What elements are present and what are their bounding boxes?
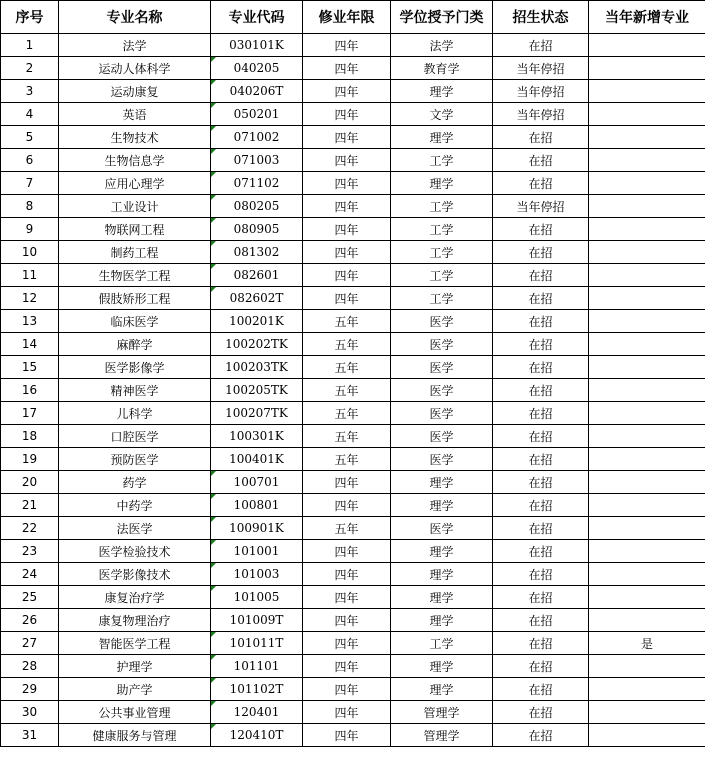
- cell-code: 071003: [211, 149, 303, 172]
- cell-name: 生物信息学: [59, 149, 211, 172]
- cell-name: 医学影像学: [59, 356, 211, 379]
- cell-years: 四年: [303, 218, 391, 241]
- cell-status: 在招: [493, 126, 589, 149]
- cell-name: 医学影像技术: [59, 563, 211, 586]
- cell-years: 四年: [303, 540, 391, 563]
- cell-code: 101011T: [211, 632, 303, 655]
- table-row: [1, 402, 705, 425]
- cell-name: 生物技术: [59, 126, 211, 149]
- cell-name: 智能医学工程: [59, 632, 211, 655]
- cell-degree: 理学: [391, 494, 493, 517]
- cell-degree: 工学: [391, 218, 493, 241]
- cell-years: 五年: [303, 448, 391, 471]
- cell-code: 100207TK: [211, 402, 303, 425]
- table-row: [1, 701, 705, 724]
- cell-status: 在招: [493, 563, 589, 586]
- cell-name: 法学: [59, 34, 211, 57]
- table-row: [1, 241, 705, 264]
- cell-code: 081302: [211, 241, 303, 264]
- cell-index: 4: [1, 103, 59, 126]
- cell-degree: 理学: [391, 126, 493, 149]
- table-row: [1, 57, 705, 80]
- header-code: 专业代码: [211, 1, 303, 34]
- cell-degree: 工学: [391, 241, 493, 264]
- cell-code: 030101K: [211, 34, 303, 57]
- cell-index: 9: [1, 218, 59, 241]
- header-new: 当年新增专业: [589, 1, 705, 34]
- cell-index: 15: [1, 356, 59, 379]
- cell-years: 四年: [303, 471, 391, 494]
- cell-degree: 医学: [391, 517, 493, 540]
- cell-status: 在招: [493, 172, 589, 195]
- cell-index: 10: [1, 241, 59, 264]
- cell-degree: 医学: [391, 425, 493, 448]
- cell-degree: 工学: [391, 149, 493, 172]
- cell-status: 当年停招: [493, 80, 589, 103]
- table-row: [1, 218, 705, 241]
- cell-name: 中药学: [59, 494, 211, 517]
- cell-index: 2: [1, 57, 59, 80]
- table-row: [1, 586, 705, 609]
- cell-index: 28: [1, 655, 59, 678]
- cell-code: 100701: [211, 471, 303, 494]
- cell-years: 四年: [303, 264, 391, 287]
- cell-new: [589, 448, 705, 471]
- cell-code: 071102: [211, 172, 303, 195]
- cell-new: [589, 126, 705, 149]
- cell-status: 当年停招: [493, 57, 589, 80]
- cell-index: 21: [1, 494, 59, 517]
- cell-degree: 理学: [391, 586, 493, 609]
- cell-name: 工业设计: [59, 195, 211, 218]
- cell-years: 五年: [303, 402, 391, 425]
- cell-years: 四年: [303, 609, 391, 632]
- cell-new: [589, 333, 705, 356]
- cell-years: 四年: [303, 494, 391, 517]
- header-index: 序号: [1, 1, 59, 34]
- cell-degree: 理学: [391, 540, 493, 563]
- cell-new: [589, 402, 705, 425]
- table-row: [1, 264, 705, 287]
- cell-new: [589, 356, 705, 379]
- cell-status: 在招: [493, 356, 589, 379]
- cell-degree: 理学: [391, 655, 493, 678]
- cell-name: 康复治疗学: [59, 586, 211, 609]
- cell-index: 29: [1, 678, 59, 701]
- cell-code: 120401: [211, 701, 303, 724]
- cell-status: 在招: [493, 494, 589, 517]
- cell-new: [589, 425, 705, 448]
- cell-index: 1: [1, 34, 59, 57]
- cell-code: 101101: [211, 655, 303, 678]
- table-row: [1, 724, 705, 747]
- cell-status: 在招: [493, 701, 589, 724]
- cell-name: 精神医学: [59, 379, 211, 402]
- cell-new: [589, 34, 705, 57]
- header-years: 修业年限: [303, 1, 391, 34]
- cell-years: 四年: [303, 126, 391, 149]
- cell-code: 082602T: [211, 287, 303, 310]
- table-row: [1, 563, 705, 586]
- cell-degree: 理学: [391, 80, 493, 103]
- table-row: [1, 379, 705, 402]
- cell-code: 040205: [211, 57, 303, 80]
- table-row: [1, 80, 705, 103]
- cell-new: [589, 310, 705, 333]
- cell-new: [589, 724, 705, 747]
- cell-status: 在招: [493, 264, 589, 287]
- table-row: [1, 103, 705, 126]
- cell-degree: 医学: [391, 333, 493, 356]
- table-row: [1, 195, 705, 218]
- table-row: [1, 632, 705, 655]
- cell-name: 应用心理学: [59, 172, 211, 195]
- cell-degree: 教育学: [391, 57, 493, 80]
- cell-degree: 管理学: [391, 724, 493, 747]
- cell-new: [589, 57, 705, 80]
- cell-status: 当年停招: [493, 103, 589, 126]
- cell-index: 19: [1, 448, 59, 471]
- cell-index: 5: [1, 126, 59, 149]
- table-row: [1, 172, 705, 195]
- cell-code: 101102T: [211, 678, 303, 701]
- cell-new: [589, 678, 705, 701]
- cell-degree: 医学: [391, 379, 493, 402]
- cell-index: 12: [1, 287, 59, 310]
- cell-years: 四年: [303, 724, 391, 747]
- cell-degree: 工学: [391, 195, 493, 218]
- cell-years: 四年: [303, 57, 391, 80]
- cell-degree: 理学: [391, 563, 493, 586]
- cell-name: 康复物理治疗: [59, 609, 211, 632]
- cell-degree: 理学: [391, 678, 493, 701]
- cell-name: 临床医学: [59, 310, 211, 333]
- cell-years: 五年: [303, 333, 391, 356]
- cell-years: 五年: [303, 425, 391, 448]
- cell-years: 四年: [303, 586, 391, 609]
- cell-name: 麻醉学: [59, 333, 211, 356]
- table-row: [1, 471, 705, 494]
- cell-code: 100201K: [211, 310, 303, 333]
- cell-status: 在招: [493, 678, 589, 701]
- cell-new: [589, 172, 705, 195]
- cell-index: 8: [1, 195, 59, 218]
- cell-new: [589, 149, 705, 172]
- cell-name: 公共事业管理: [59, 701, 211, 724]
- cell-status: 在招: [493, 448, 589, 471]
- cell-years: 四年: [303, 241, 391, 264]
- cell-index: 6: [1, 149, 59, 172]
- cell-years: 五年: [303, 356, 391, 379]
- cell-name: 助产学: [59, 678, 211, 701]
- cell-code: 050201: [211, 103, 303, 126]
- table-row: [1, 34, 705, 57]
- cell-years: 五年: [303, 379, 391, 402]
- cell-degree: 文学: [391, 103, 493, 126]
- cell-new: [589, 701, 705, 724]
- cell-new: [589, 517, 705, 540]
- cell-code: 101003: [211, 563, 303, 586]
- table-row: [1, 678, 705, 701]
- cell-degree: 医学: [391, 310, 493, 333]
- cell-name: 儿科学: [59, 402, 211, 425]
- header-degree: 学位授予门类: [391, 1, 493, 34]
- cell-status: 在招: [493, 517, 589, 540]
- cell-degree: 医学: [391, 356, 493, 379]
- cell-name: 预防医学: [59, 448, 211, 471]
- cell-years: 四年: [303, 149, 391, 172]
- cell-name: 制药工程: [59, 241, 211, 264]
- cell-index: 14: [1, 333, 59, 356]
- cell-new: [589, 540, 705, 563]
- cell-index: 26: [1, 609, 59, 632]
- cell-index: 25: [1, 586, 59, 609]
- cell-index: 23: [1, 540, 59, 563]
- cell-new: [589, 287, 705, 310]
- cell-name: 口腔医学: [59, 425, 211, 448]
- cell-name: 健康服务与管理: [59, 724, 211, 747]
- cell-name: 运动康复: [59, 80, 211, 103]
- cell-index: 24: [1, 563, 59, 586]
- table-row: [1, 540, 705, 563]
- cell-name: 物联网工程: [59, 218, 211, 241]
- cell-new: [589, 264, 705, 287]
- table-row: [1, 609, 705, 632]
- cell-degree: 法学: [391, 34, 493, 57]
- cell-degree: 工学: [391, 632, 493, 655]
- cell-status: 当年停招: [493, 195, 589, 218]
- cell-index: 31: [1, 724, 59, 747]
- cell-new: [589, 471, 705, 494]
- cell-index: 3: [1, 80, 59, 103]
- cell-degree: 理学: [391, 172, 493, 195]
- table-row: [1, 655, 705, 678]
- cell-years: 四年: [303, 701, 391, 724]
- cell-code: 100202TK: [211, 333, 303, 356]
- header-row: [1, 1, 705, 34]
- cell-name: 法医学: [59, 517, 211, 540]
- cell-status: 在招: [493, 425, 589, 448]
- cell-years: 四年: [303, 632, 391, 655]
- cell-degree: 工学: [391, 264, 493, 287]
- cell-code: 100203TK: [211, 356, 303, 379]
- cell-status: 在招: [493, 632, 589, 655]
- cell-status: 在招: [493, 540, 589, 563]
- cell-years: 四年: [303, 103, 391, 126]
- cell-index: 11: [1, 264, 59, 287]
- cell-degree: 工学: [391, 287, 493, 310]
- cell-name: 护理学: [59, 655, 211, 678]
- cell-years: 四年: [303, 287, 391, 310]
- cell-code: 080905: [211, 218, 303, 241]
- cell-code: 101001: [211, 540, 303, 563]
- cell-status: 在招: [493, 724, 589, 747]
- cell-status: 在招: [493, 333, 589, 356]
- cell-code: 101005: [211, 586, 303, 609]
- cell-degree: 管理学: [391, 701, 493, 724]
- cell-index: 17: [1, 402, 59, 425]
- cell-index: 18: [1, 425, 59, 448]
- cell-new: [589, 195, 705, 218]
- cell-years: 四年: [303, 655, 391, 678]
- cell-code: 040206T: [211, 80, 303, 103]
- cell-status: 在招: [493, 586, 589, 609]
- cell-degree: 医学: [391, 448, 493, 471]
- cell-new: [589, 494, 705, 517]
- table-row: [1, 310, 705, 333]
- cell-new: [589, 241, 705, 264]
- cell-status: 在招: [493, 34, 589, 57]
- cell-degree: 理学: [391, 609, 493, 632]
- cell-code: 100801: [211, 494, 303, 517]
- cell-code: 080205: [211, 195, 303, 218]
- cell-index: 20: [1, 471, 59, 494]
- cell-degree: 医学: [391, 402, 493, 425]
- cell-years: 四年: [303, 34, 391, 57]
- cell-index: 22: [1, 517, 59, 540]
- cell-code: 100301K: [211, 425, 303, 448]
- cell-code: 100205TK: [211, 379, 303, 402]
- cell-new: 是: [589, 632, 705, 655]
- cell-status: 在招: [493, 218, 589, 241]
- cell-status: 在招: [493, 471, 589, 494]
- cell-code: 101009T: [211, 609, 303, 632]
- cell-status: 在招: [493, 379, 589, 402]
- cell-code: 100901K: [211, 517, 303, 540]
- cell-index: 27: [1, 632, 59, 655]
- cell-name: 运动人体科学: [59, 57, 211, 80]
- cell-new: [589, 379, 705, 402]
- cell-new: [589, 655, 705, 678]
- table-row: [1, 448, 705, 471]
- cell-years: 五年: [303, 310, 391, 333]
- cell-index: 7: [1, 172, 59, 195]
- cell-name: 医学检验技术: [59, 540, 211, 563]
- cell-status: 在招: [493, 287, 589, 310]
- cell-years: 四年: [303, 678, 391, 701]
- cell-new: [589, 218, 705, 241]
- table-row: [1, 333, 705, 356]
- cell-new: [589, 80, 705, 103]
- cell-name: 生物医学工程: [59, 264, 211, 287]
- table-row: [1, 149, 705, 172]
- cell-years: 四年: [303, 172, 391, 195]
- cell-new: [589, 586, 705, 609]
- table-row: [1, 517, 705, 540]
- cell-code: 071002: [211, 126, 303, 149]
- table-row: [1, 494, 705, 517]
- cell-status: 在招: [493, 655, 589, 678]
- cell-name: 药学: [59, 471, 211, 494]
- cell-name: 假肢矫形工程: [59, 287, 211, 310]
- cell-status: 在招: [493, 310, 589, 333]
- cell-index: 13: [1, 310, 59, 333]
- cell-new: [589, 563, 705, 586]
- cell-years: 四年: [303, 195, 391, 218]
- table-row: [1, 356, 705, 379]
- cell-years: 五年: [303, 517, 391, 540]
- header-status: 招生状态: [493, 1, 589, 34]
- cell-name: 英语: [59, 103, 211, 126]
- cell-degree: 理学: [391, 471, 493, 494]
- cell-years: 四年: [303, 80, 391, 103]
- cell-status: 在招: [493, 609, 589, 632]
- header-name: 专业名称: [59, 1, 211, 34]
- cell-code: 082601: [211, 264, 303, 287]
- table-row: [1, 287, 705, 310]
- cell-code: 100401K: [211, 448, 303, 471]
- table-row: [1, 425, 705, 448]
- cell-new: [589, 609, 705, 632]
- cell-status: 在招: [493, 241, 589, 264]
- cell-status: 在招: [493, 149, 589, 172]
- cell-status: 在招: [493, 402, 589, 425]
- cell-index: 30: [1, 701, 59, 724]
- cell-new: [589, 103, 705, 126]
- table-row: [1, 126, 705, 149]
- cell-years: 四年: [303, 563, 391, 586]
- cell-code: 120410T: [211, 724, 303, 747]
- cell-index: 16: [1, 379, 59, 402]
